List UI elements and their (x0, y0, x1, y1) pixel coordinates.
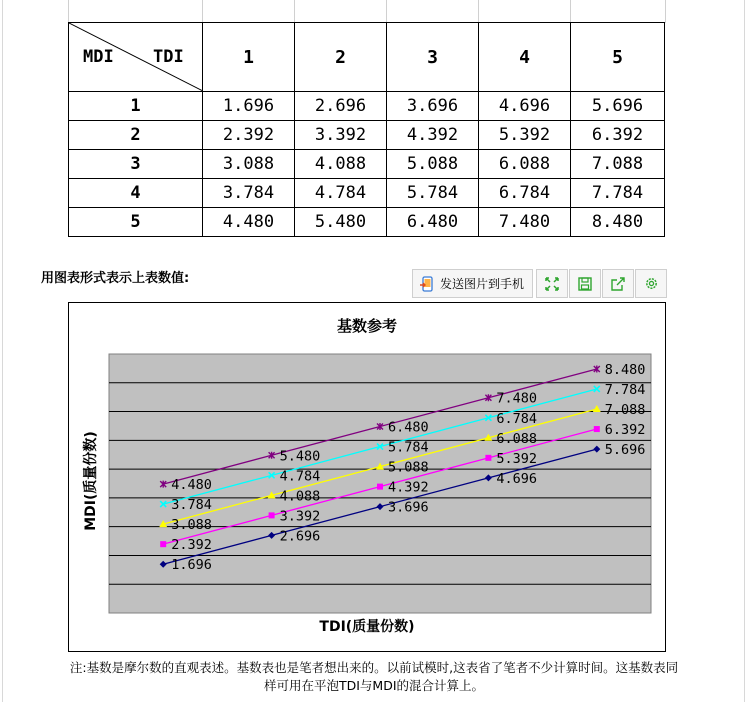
table-cell: 4.784 (295, 179, 387, 208)
row-header: 4 (69, 179, 203, 208)
table-cell: 5.392 (479, 121, 571, 150)
data-label: 6.480 (388, 419, 429, 436)
table-cell: 2.696 (295, 92, 387, 121)
column-header: 5 (571, 23, 665, 92)
table-cell: 6.784 (479, 179, 571, 208)
column-header: 2 (295, 23, 387, 92)
table-row (69, 208, 665, 237)
data-point (594, 426, 600, 432)
fullscreen-button[interactable] (536, 269, 568, 298)
data-label: 6.784 (496, 410, 538, 427)
image-toolbar (412, 269, 667, 297)
page-border (2, 0, 3, 702)
table-cell: 5.696 (571, 92, 665, 121)
data-point (269, 512, 275, 518)
data-label: 5.784 (388, 439, 429, 456)
data-label: 3.696 (388, 499, 429, 516)
chart-container (68, 302, 666, 652)
table-cell: 7.088 (571, 150, 665, 179)
base-number-table (68, 22, 665, 237)
table-cell: 6.480 (387, 208, 479, 237)
send-to-phone-button[interactable] (412, 269, 533, 298)
table-row (69, 92, 665, 121)
data-label: 4.480 (171, 477, 212, 494)
row-header: 5 (69, 208, 203, 237)
save-icon (578, 277, 592, 291)
table-cell: 3.392 (295, 121, 387, 150)
share-button[interactable] (602, 269, 634, 298)
data-label: 3.392 (279, 508, 321, 525)
table-corner-cell (69, 23, 203, 92)
column-header: 4 (479, 23, 571, 92)
page-border (744, 0, 745, 702)
footer-note (16, 659, 732, 695)
expand-icon (545, 277, 559, 291)
row-header: 1 (69, 92, 203, 121)
data-point (377, 484, 383, 490)
data-label: 3.088 (171, 517, 212, 534)
data-label: 5.696 (604, 442, 646, 459)
data-label: 4.392 (388, 479, 429, 496)
column-header: 1 (203, 23, 295, 92)
table-cell: 3.696 (387, 92, 479, 121)
data-label: 4.784 (279, 468, 321, 485)
column-header: 3 (387, 23, 479, 92)
table-cell: 5.088 (387, 150, 479, 179)
y-axis-label: MDI(质量份数) (83, 431, 99, 531)
row-header: 2 (69, 121, 203, 150)
phone-send-icon (419, 276, 435, 292)
table-cell: 4.392 (387, 121, 479, 150)
data-label: 5.480 (279, 448, 321, 465)
table-cell: 5.784 (387, 179, 479, 208)
data-label: 1.696 (171, 557, 212, 574)
table-cell: 8.480 (571, 208, 665, 237)
settings-icon (644, 276, 659, 291)
table-cell: 1.696 (203, 92, 295, 121)
table-cell: 3.784 (203, 179, 295, 208)
chart-title: 基数参考 (336, 317, 398, 335)
footer-line: 样可用在平泡TDI与MDI的混合计算上。 (263, 678, 485, 693)
data-label: 7.480 (496, 390, 538, 407)
table-header-row (69, 23, 665, 92)
settings-button[interactable] (635, 269, 667, 298)
row-header: 3 (69, 150, 203, 179)
table-row (69, 150, 665, 179)
data-label: 6.088 (496, 430, 538, 447)
table-row (69, 121, 665, 150)
x-axis-label: TDI(质量份数) (319, 619, 415, 635)
table-top-ghost-row (68, 0, 664, 22)
table-cell: 4.696 (479, 92, 571, 121)
data-label: 7.784 (604, 381, 646, 398)
data-label: 4.696 (496, 470, 538, 487)
send-to-phone-label: 发送图片到手机 (440, 277, 525, 291)
table-cell: 2.392 (203, 121, 295, 150)
data-point (485, 455, 491, 461)
save-button[interactable] (569, 269, 601, 298)
line-chart (69, 303, 665, 651)
share-icon (611, 277, 625, 291)
data-label: 4.088 (279, 488, 321, 505)
data-label: 7.088 (604, 402, 646, 419)
footer-line: 注:基数是摩尔数的直观表述。基数表也是笔者想出来的。以前试模时,这表省了笔者不少计算时间。这基数表同 (69, 660, 679, 675)
data-label: 2.392 (171, 537, 212, 554)
data-label: 6.392 (604, 422, 646, 439)
data-label: 8.480 (604, 361, 646, 378)
table-cell: 4.480 (203, 208, 295, 237)
table-cell: 6.392 (571, 121, 665, 150)
table-cell: 7.480 (479, 208, 571, 237)
data-label: 5.392 (496, 450, 538, 467)
table-cell: 3.088 (203, 150, 295, 179)
table-cell: 4.088 (295, 150, 387, 179)
data-point (160, 541, 166, 547)
corner-row-label: MDI (83, 47, 114, 67)
data-label: 2.696 (279, 528, 321, 545)
data-label: 3.784 (171, 497, 212, 514)
table-cell: 6.088 (479, 150, 571, 179)
chart-caption: 用图表形式表示上表数值: (41, 271, 190, 286)
corner-column-label: TDI (153, 47, 184, 67)
data-label: 5.088 (388, 459, 429, 476)
table-cell: 7.784 (571, 179, 665, 208)
table-cell: 5.480 (295, 208, 387, 237)
table-row (69, 179, 665, 208)
